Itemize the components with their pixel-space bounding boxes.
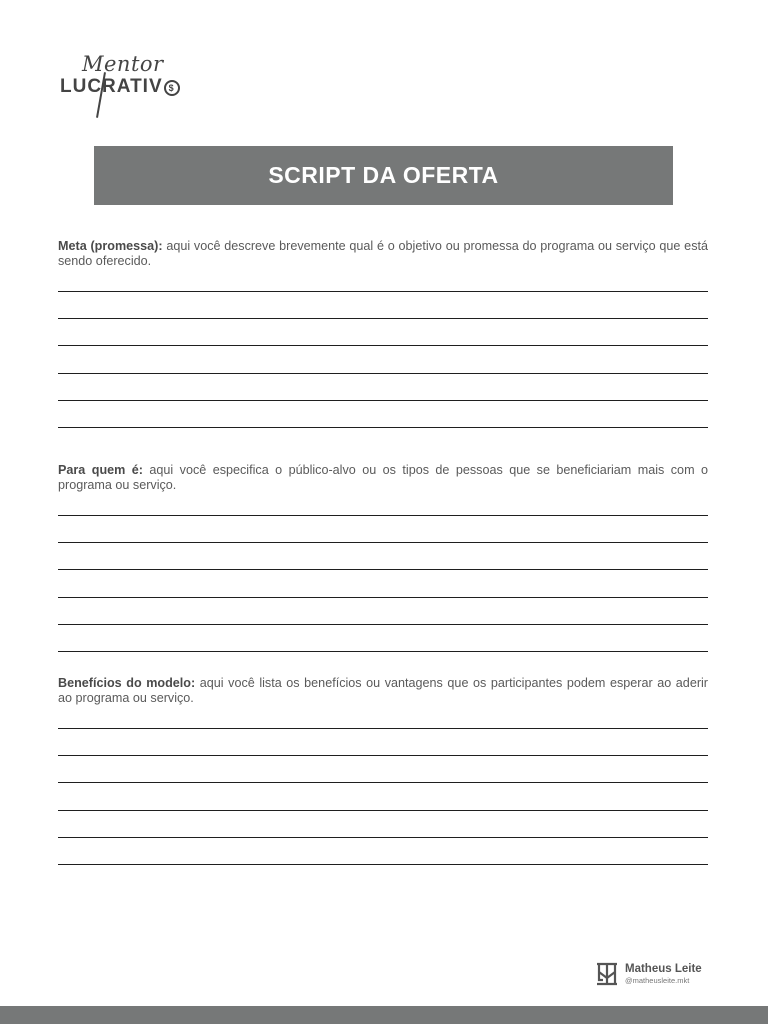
writing-line[interactable] [58,515,708,516]
writing-line[interactable] [58,542,708,543]
section-description [58,676,708,706]
author-handle: @matheusleite.mkt [625,976,690,985]
page-title: SCRIPT DA OFERTA [268,162,499,188]
writing-line[interactable] [58,373,708,374]
section-text: aqui você especifica o público-alvo ou os tipos de pessoas que se beneficiariam mais com o programa ou serviço. [58,463,708,492]
writing-line[interactable] [58,318,708,319]
writing-line[interactable] [58,728,708,729]
mentor-lucrativo-logo [58,52,198,120]
section-beneficios [58,676,708,866]
title-banner [94,146,673,205]
writing-line[interactable] [58,569,708,570]
writing-line[interactable] [58,810,708,811]
writing-line[interactable] [58,864,708,865]
section-para-quem [58,463,708,653]
ml-monogram-icon [595,960,619,986]
logo-main-text [60,76,180,98]
section-description [58,239,708,269]
writing-line[interactable] [58,782,708,783]
dollar-coin-icon: $ [164,80,180,96]
section-meta [58,239,708,429]
section-text: aqui você lista os benefícios ou vantagens que os participantes podem esperar ao aderir ao programa ou serviço. [58,676,709,705]
writing-line[interactable] [58,427,708,428]
logo-wordmark: LUCRATIV [60,76,163,97]
writing-line[interactable] [58,345,708,346]
writing-line[interactable] [58,624,708,625]
writing-line[interactable] [58,291,708,292]
section-description [58,463,708,493]
section-label: Meta (promessa): [58,239,163,253]
writing-line[interactable] [58,597,708,598]
writing-line[interactable] [58,755,708,756]
writing-line[interactable] [58,651,708,652]
bottom-bar [0,1006,768,1024]
section-text: aqui você descreve brevemente qual é o objetivo ou promessa do programa ou serviço que está sendo oferecido. [58,239,708,268]
author-name: Matheus Leite [625,963,702,975]
section-label: Para quem é: [58,463,143,477]
writing-line[interactable] [58,837,708,838]
section-label: Benefícios do modelo: [58,676,196,690]
logo-script-text: Mentor [82,52,164,76]
author-signature [595,960,715,990]
writing-line[interactable] [58,400,708,401]
